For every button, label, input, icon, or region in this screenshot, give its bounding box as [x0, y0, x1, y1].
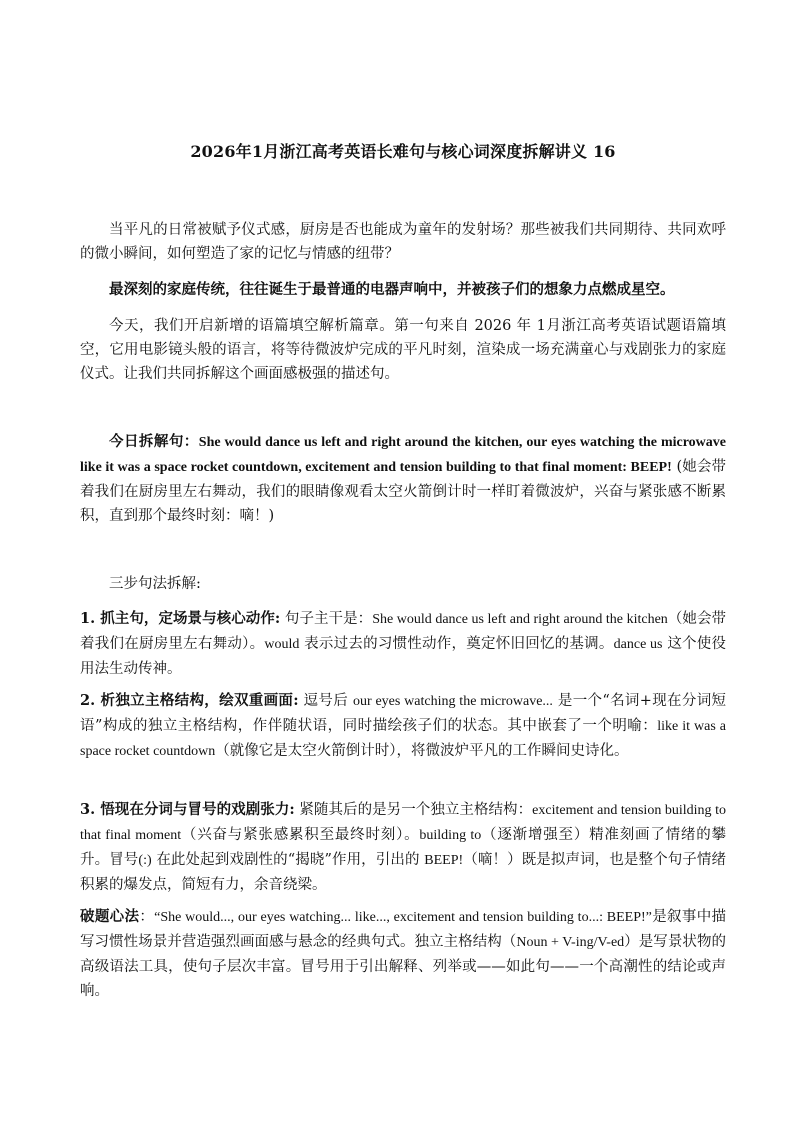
- step-2-english-simile: like it was a space rocket countdown: [80, 719, 726, 759]
- step-1-text: （她会带着我们在厨房里左右舞动）。: [80, 611, 727, 652]
- step-3-paragraph: [80, 798, 726, 897]
- document-title: 2026年1月浙江高考英语长难句与核心词深度拆解讲义 16: [190, 142, 616, 161]
- document-page: [80, 0, 726, 1123]
- method-label: 破题心法: [80, 908, 140, 925]
- step-1-english-main-clause: She would dance us left and right around the kitchen: [372, 612, 668, 627]
- step-3-english-beep: BEEP!: [424, 853, 464, 868]
- step-3-text: （嘀！）既是拟声词，也是整个句子情绪积累的爆发点，简短有力，余音绕梁。: [80, 852, 727, 893]
- step-1-text: 表示过去的习惯性动作，奠定怀旧回忆的基调。: [299, 636, 614, 652]
- step-2-label: 2. 析独立主格结构，绘双重画面:: [80, 692, 299, 709]
- thesis-paragraph: 最深刻的家庭传统，往往诞生于最普通的电器声响中，并被孩子们的想象力点燃成星空。: [109, 281, 675, 298]
- method-text: ：: [139, 909, 155, 925]
- step-2-english-absolute: our eyes watching the microwave...: [352, 694, 553, 709]
- target-sentence-label: 今日拆解句：: [109, 433, 199, 450]
- step-2-text: （就像它是太空火箭倒计时），将微波炉平凡的工作瞬间史诗化。: [215, 743, 629, 759]
- step-2-paragraph: [80, 689, 726, 764]
- step-3-english-absolute: excitement and tension building to that final moment: [80, 803, 726, 843]
- step-1-english-would: would: [264, 637, 300, 652]
- step-1-label: 1. 抓主句，定场景与核心动作:: [80, 610, 281, 627]
- step-1-paragraph: [80, 607, 726, 681]
- intro-paragraph: 当平凡的日常被赋予仪式感，厨房是否也能成为童年的发射场？那些被我们共同期待、共同欢呼的微小瞬间，如何塑造了家的记忆与情感的纽带？: [80, 222, 726, 262]
- target-sentence-english: She would dance us left and right around the kitchen, our eyes watching the microwave like it was a space rocket countdown, excitement and tension building to that final moment: BEEP!: [80, 435, 727, 475]
- method-english-pattern: “She would..., our eyes watching... like..., excitement and tension building to...: BEEP!”: [154, 910, 652, 925]
- step-3-label: 3. 悟现在分词与冒号的戏剧张力:: [80, 801, 295, 818]
- step-2-text: 逗号后: [298, 693, 353, 709]
- step-1-english-dance-us: dance us: [613, 637, 663, 652]
- step-3-text: （兴奋与紧张感累积至最终时刻）。: [181, 827, 420, 843]
- step-3-english-colon: (:): [138, 853, 152, 868]
- method-text: ）是写景状物的高级语法工具，使句子层次丰富。冒号用于引出解释、列举或——如此句——一个高潮性的结论或声响。: [80, 934, 726, 999]
- step-1-text: 这个使役用法生动传神。: [80, 636, 727, 677]
- method-english-structure: Noun + V-ing/V-ed: [516, 935, 625, 950]
- method-text: 是叙事中描写习惯性场景并营造强烈画面感与悬念的经典句式。独立主格结构（: [80, 909, 727, 950]
- step-1-text: 句子主干是：: [280, 611, 373, 627]
- target-sentence-translation: (她会带着我们在厨房里左右舞动，我们的眼睛像观看太空火箭倒计时一样盯着微波炉，兴奋与紧张感不断累积，直到那个最终时刻：嘀！): [80, 459, 726, 524]
- step-3-text: 紧随其后的是另一个独立主格结构：: [294, 802, 533, 818]
- target-sentence-paragraph: [80, 430, 726, 528]
- opening-paragraph: 今天，我们开启新增的语篇填空解析篇章。第一句来自 2026 年 1月浙江高考英语试题语篇填空，它用电影镜头般的语言，将等待微波炉完成的平凡时刻，渲染成一场充满童心与戏剧张力的家庭仪式。让我们共同拆解这个画面感极强的描述句。: [80, 318, 726, 382]
- method-paragraph: [80, 905, 726, 1003]
- step-3-english-building-to: building to: [419, 828, 482, 843]
- three-steps-heading: 三步句法拆解:: [109, 576, 201, 592]
- step-2-text: 是一个“名词+现在分词短语”构成的独立主格结构，作伴随状语，同时描绘孩子们的状态。其中嵌套了一个明喻：: [80, 693, 727, 734]
- step-3-text: （逐渐增强至）精准刻画了情绪的攀升。冒号: [80, 827, 727, 868]
- step-3-text: 在此处起到戏剧性的“揭晓”作用，引出的: [151, 852, 425, 868]
